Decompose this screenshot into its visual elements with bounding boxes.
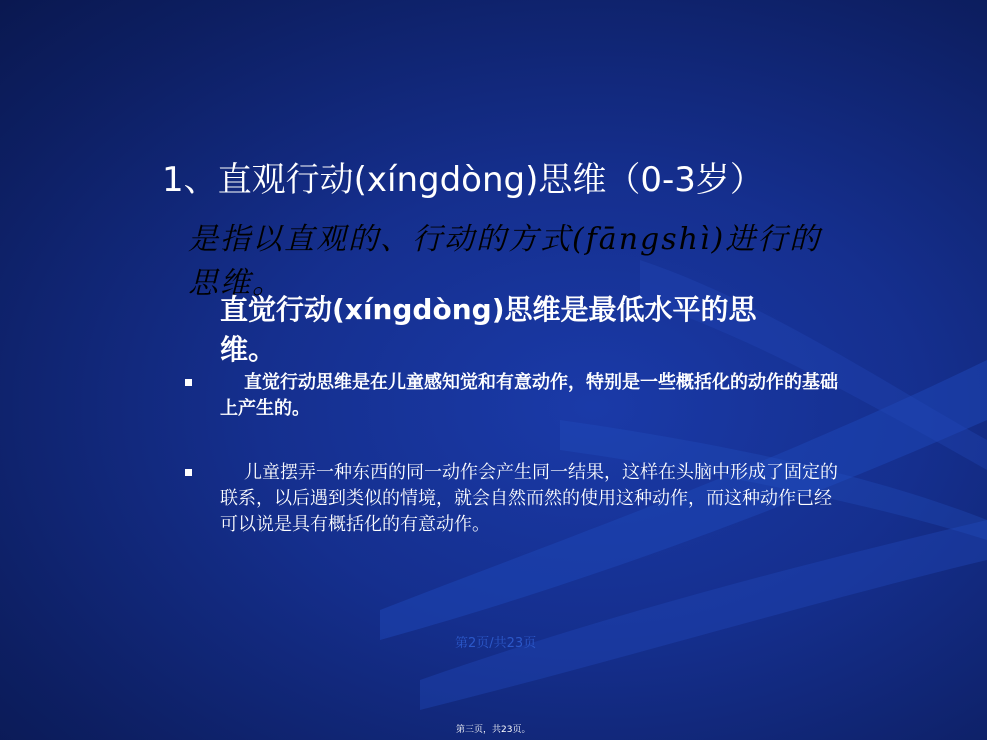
bullet-text: 儿童摆弄一种东西的同一动作会产生同一结果，这样在头脑中形成了固定的联系，以后遇到类似的情境，就会自然而然的使用这种动作，而这种动作已经可以说是具有概括化的有意动作。: [220, 462, 838, 535]
slide-subtitle: 直觉行动(xíngdòng)思维是最低水平的思维。: [220, 293, 757, 366]
page-number: 第2页/共23页: [455, 636, 537, 651]
square-bullet-icon: [185, 469, 192, 476]
bullet-item: [180, 370, 840, 422]
bullet-text: 直觉行动思维是在儿童感知觉和有意动作，特别是一些概括化的动作的基础上产生的。: [220, 372, 838, 419]
square-bullet-icon: [185, 379, 192, 386]
slide-title: 1、直观行动(xíngdòng)思维（0-3岁）: [162, 160, 764, 200]
overlay-definition-text: 是指以直观的、行动的方式(fāngshì)进行的思维。: [188, 222, 822, 301]
bullet-item: [180, 460, 840, 538]
bullet-list: [180, 370, 840, 538]
footer-page-label: 第三页，共23页。: [456, 725, 531, 735]
